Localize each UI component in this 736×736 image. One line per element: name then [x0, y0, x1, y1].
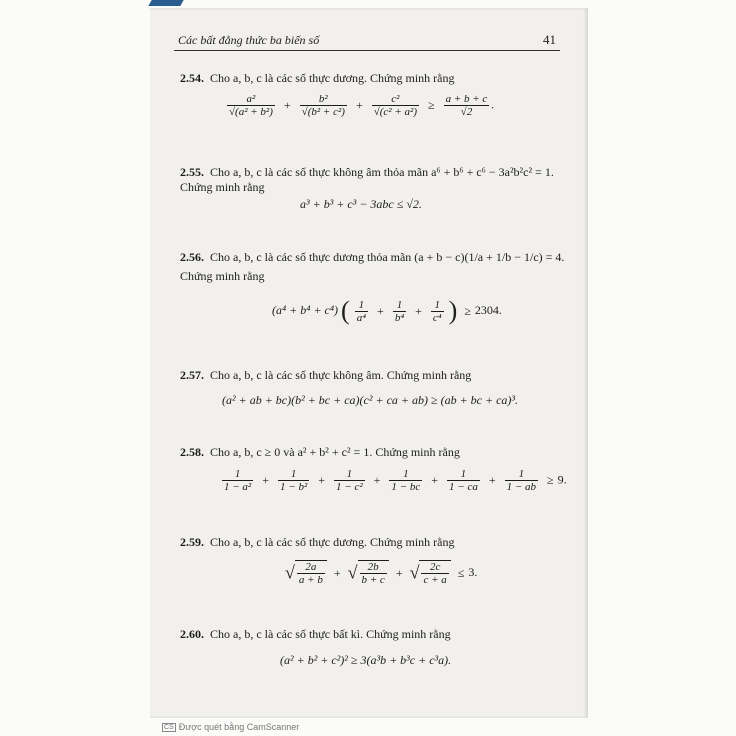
problem-statement: Cho a, b, c là các số thực dương thỏa mãn (a + b − c)(1/a + 1/b − 1/c) = 4.: [210, 250, 565, 264]
running-header-title: Các bất đẳng thức ba biến số: [178, 33, 320, 47]
scanner-watermark: [162, 722, 299, 732]
problem-2-55: [180, 165, 562, 195]
problem-2-56: [180, 250, 565, 284]
problem-number: 2.56.: [180, 250, 204, 264]
formula-2-60: (a² + b² + c²)² ≥ 3(a³b + b³c + c³a).: [280, 653, 452, 667]
blue-book-corner: [148, 0, 183, 6]
problem-number: 2.59.: [180, 535, 204, 549]
problem-2-59: [180, 535, 562, 550]
problem-statement: Cho a, b, c là các số thực dương. Chứng minh rằng: [210, 71, 455, 85]
problem-2-58: [180, 445, 562, 460]
problem-2-57: [180, 368, 562, 383]
formula-2-58: $\frac{1}{\text{1 − a²}}$ + $\frac{1}{\text{1 − b²}}$ + $\frac{1}{\text{1 − c²}}$ + $\frac{1}{1 - bc}$ + $\frac{1}{1 - ca}$ + $\frac{1}{1 - ab}$ ≥ 9.: [224, 468, 567, 493]
problem-2-60: [180, 627, 562, 642]
formula-2-57: (a² + ab + bc)(b² + bc + ca)(c² + ca + ab) ≥ (ab + bc + ca)³.: [222, 393, 519, 407]
problem-statement-cont: Chứng minh rằng: [180, 180, 265, 194]
problem-statement: Cho a, b, c là các số thực không âm thỏa mãn a⁶ + b⁶ + c⁶ − 3a²b²c² = 1.: [210, 165, 554, 179]
problem-statement: Cho a, b, c ≥ 0 và a² + b² + c² = 1. Chứng minh rằng: [210, 445, 460, 459]
formula-2-54: $\frac{\text{a²}}{\text{√(a² + b²)}}$ + $\frac{\text{b²}}{\text{√(b² + c²)}}$ + $\frac{\text{c²}}{\text{√(c² + a²)}}$ ≥ $\frac{a + b + c}{√2}$ .: [229, 93, 495, 118]
header-rule: [174, 50, 560, 51]
problem-number: 2.54.: [180, 71, 204, 85]
book-page: [150, 8, 588, 718]
problem-number: 2.57.: [180, 368, 204, 382]
problem-statement-cont: Chứng minh rằng: [180, 269, 265, 283]
problem-number: 2.60.: [180, 627, 204, 641]
formula-2-56: (a⁴ + b⁴ + c⁴) ( $\frac{1}{\text{a⁴}}$ + $\frac{1}{\text{b⁴}}$ + $\frac{1}{\text{c⁴}}$ ) ≥ 2304.: [272, 296, 502, 325]
formula-2-55: a³ + b³ + c³ − 3abc ≤ √2.: [300, 197, 422, 211]
problem-number: 2.58.: [180, 445, 204, 459]
camscanner-icon: CS: [164, 724, 174, 732]
problem-number: 2.55.: [180, 165, 204, 179]
problem-statement: Cho a, b, c là các số thực không âm. Chứng minh rằng: [210, 368, 472, 382]
watermark-text: Được quét bằng CamScanner: [178, 722, 300, 732]
problem-2-54: [180, 71, 562, 86]
problem-statement: Cho a, b, c là các số thực bất kì. Chứng minh rằng: [210, 627, 451, 641]
page-number: 41: [543, 32, 556, 47]
formula-2-59: √ $\frac{2a}{a + b}$ + √ $\frac{2b}{b + c}$ + √ $\frac{2c}{c + a}$ ≤ 3.: [285, 561, 478, 586]
problem-statement: Cho a, b, c là các số thực dương. Chứng minh rằng: [210, 535, 455, 549]
